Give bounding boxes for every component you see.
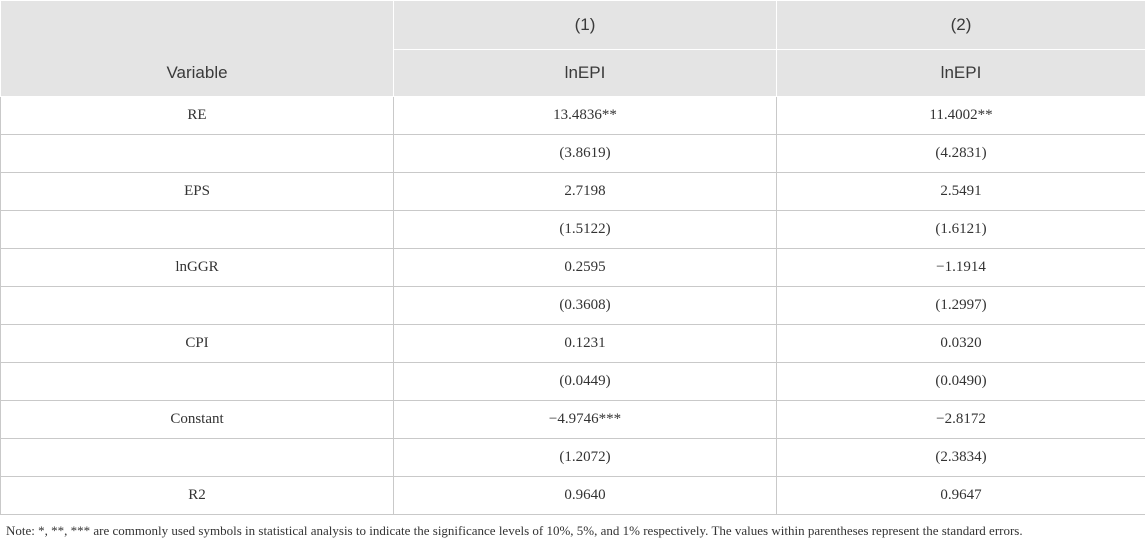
column-2-cell: −2.8172 [777,401,1145,439]
column-1-cell: 2.7198 [394,173,777,211]
column-1-cell: −4.9746*** [394,401,777,439]
table-row [1,211,1145,249]
table-note: Note: *, **, *** are commonly used symbols in statistical analysis to indicate the significance levels of 10%, 5%, and 1% respectively. The values within parentheses represent the standard errors. [6,523,1023,538]
column-2-cell: (0.0490) [777,363,1145,401]
variable-cell [1,363,394,401]
column-2-cell: (2.3834) [777,439,1145,477]
table-row [1,477,1145,515]
column-1-cell: (1.2072) [394,439,777,477]
variable-cell: R2 [1,477,394,515]
table-row [1,439,1145,477]
column-1-cell: (0.0449) [394,363,777,401]
table-row [1,173,1145,211]
variable-cell: EPS [1,173,394,211]
table-row [1,249,1145,287]
table-header [1,1,1145,97]
table-row [1,363,1145,401]
variable-cell: CPI [1,325,394,363]
table-row [1,325,1145,363]
column-2-cell: (1.6121) [777,211,1145,249]
column-2-cell: (4.2831) [777,135,1145,173]
variable-cell: lnGGR [1,249,394,287]
header-row-numbers [1,1,1145,50]
column-2-cell: −1.1914 [777,249,1145,287]
column-1-cell: (3.8619) [394,135,777,173]
column-number-1: (1) [394,1,777,50]
variable-cell [1,211,394,249]
column-1-cell: 0.1231 [394,325,777,363]
variable-cell [1,287,394,325]
column-2-cell: 0.9647 [777,477,1145,515]
column-2-cell: (1.2997) [777,287,1145,325]
table-row [1,97,1145,135]
variable-cell [1,439,394,477]
variable-header: Variable [1,50,394,97]
column-1-cell: 0.2595 [394,249,777,287]
header-row-labels [1,50,1145,97]
column-1-cell: 13.4836** [394,97,777,135]
variable-cell: Constant [1,401,394,439]
table-row [1,401,1145,439]
column-2-cell: 2.5491 [777,173,1145,211]
header-blank-cell [1,1,394,50]
column-number-2: (2) [777,1,1145,50]
table-body [1,97,1145,515]
variable-cell: RE [1,97,394,135]
column-1-cell: (1.5122) [394,211,777,249]
table-row [1,287,1145,325]
column-label-1: lnEPI [394,50,777,97]
variable-cell [1,135,394,173]
table-row [1,135,1145,173]
column-1-cell: (0.3608) [394,287,777,325]
column-1-cell: 0.9640 [394,477,777,515]
column-2-cell: 11.4002** [777,97,1145,135]
column-label-2: lnEPI [777,50,1145,97]
column-2-cell: 0.0320 [777,325,1145,363]
